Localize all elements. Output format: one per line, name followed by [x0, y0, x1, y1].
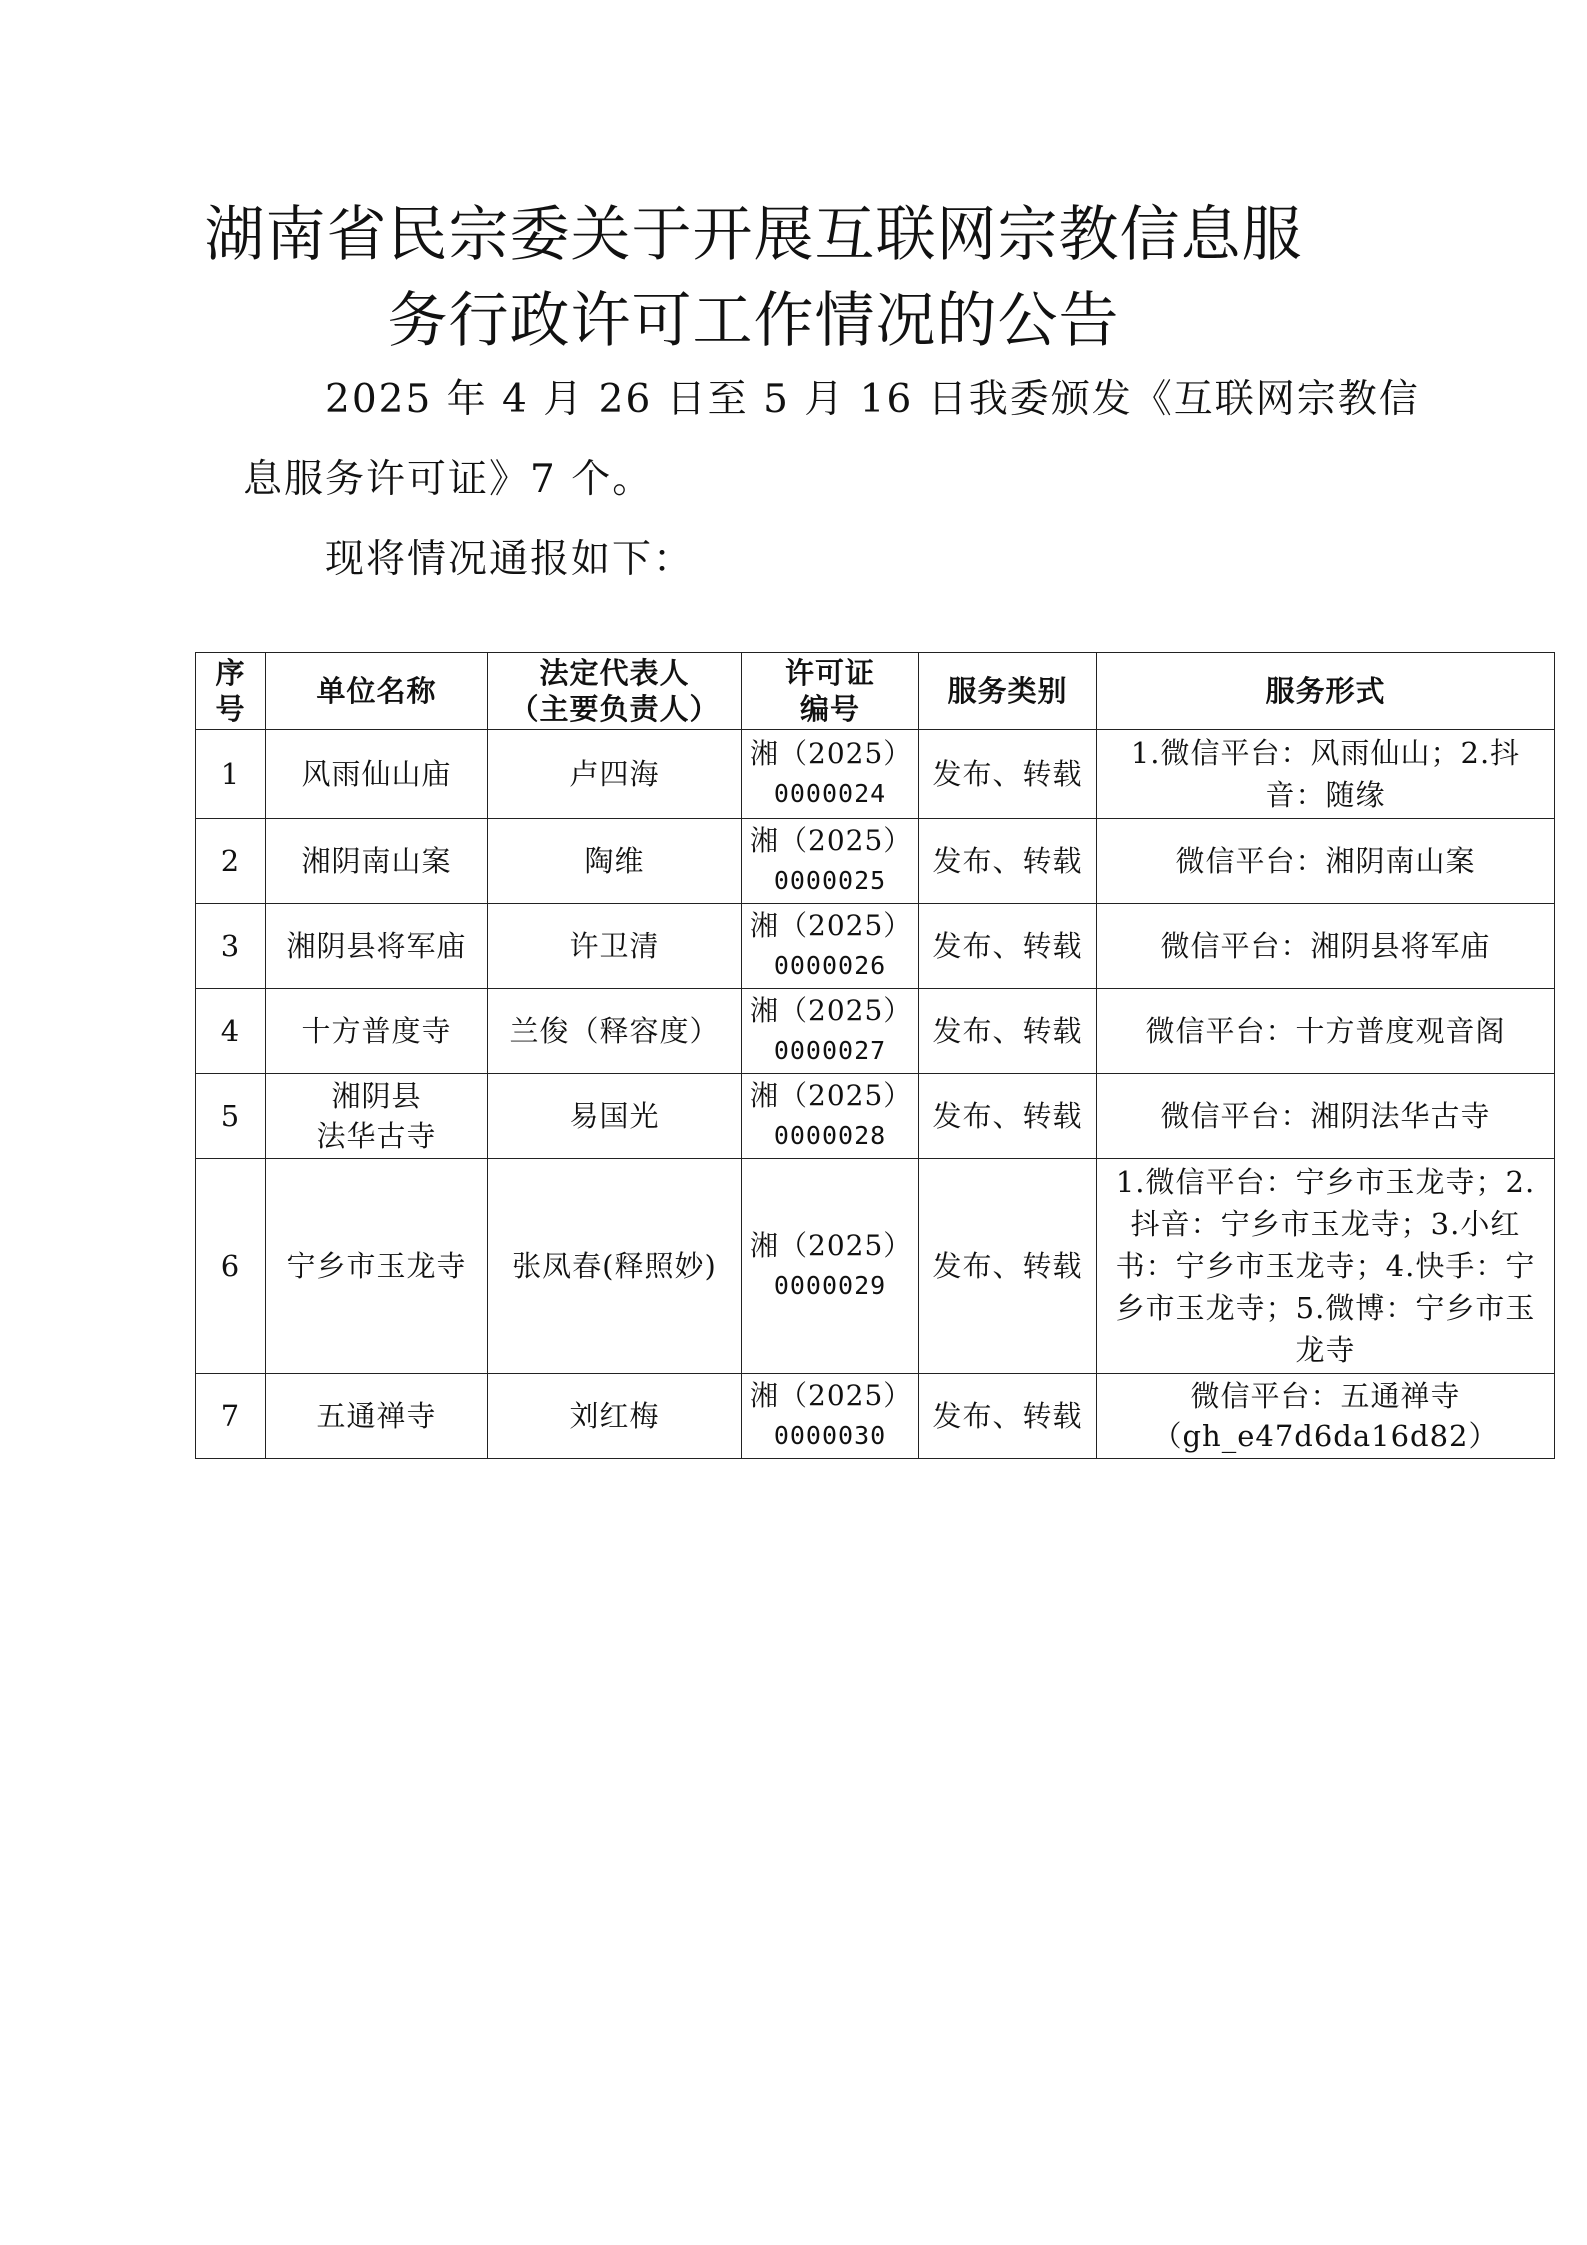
cell-category: 发布、转载 — [919, 730, 1097, 819]
permit-code-number: 0000026 — [773, 951, 887, 980]
cell-category: 发布、转载 — [919, 819, 1097, 904]
cell-form — [1097, 1374, 1555, 1459]
permit-code-prefix: 湘（2025） — [750, 1079, 913, 1112]
cell-representative: 易国光 — [488, 1074, 742, 1159]
table-row — [196, 989, 1555, 1074]
permit-code-prefix: 湘（2025） — [750, 1379, 913, 1412]
intro-paragraph-line-2: 息服务许可证》7 个。 — [243, 457, 654, 502]
cell-unit-line-1: 湘阴县 — [331, 1079, 422, 1113]
header-representative-line-1: 法定代表人 — [539, 656, 690, 690]
cell-unit-line-2: 法华古寺 — [316, 1119, 437, 1153]
cell-unit: 十方普度寺 — [266, 989, 488, 1074]
table-row — [196, 730, 1555, 819]
cell-unit: 湘阴县将军庙 — [266, 904, 488, 989]
header-form: 服务形式 — [1097, 653, 1555, 730]
cell-form-line-2: （gh_e47d6da16d82） — [1152, 1419, 1499, 1453]
announcement-title-line-1: 湖南省民宗委关于开展互联网宗教信息服 — [204, 200, 1303, 270]
cell-form: 1.微信平台：宁乡市玉龙寺；2.抖音：宁乡市玉龙寺；3.小红书：宁乡市玉龙寺；4.快手：宁乡市玉龙寺；5.微博：宁乡市玉龙寺 — [1097, 1159, 1555, 1374]
cell-unit — [266, 1074, 488, 1159]
cell-form-line-1: 微信平台：五通禅寺 — [1190, 1379, 1461, 1413]
header-representative — [488, 653, 742, 730]
permit-code-number: 0000027 — [773, 1036, 887, 1065]
cell-category: 发布、转载 — [919, 1374, 1097, 1459]
cell-representative: 陶维 — [488, 819, 742, 904]
cell-seq: 6 — [196, 1159, 266, 1374]
table-row — [196, 1374, 1555, 1459]
table-header-row — [196, 653, 1555, 730]
cell-form: 微信平台：湘阴南山案 — [1097, 819, 1555, 904]
permit-code-prefix: 湘（2025） — [750, 994, 913, 1027]
cell-permit-code — [742, 730, 919, 819]
cell-unit: 湘阴南山案 — [266, 819, 488, 904]
cell-permit-code — [742, 1374, 919, 1459]
cell-representative: 卢四海 — [488, 730, 742, 819]
cell-permit-code — [742, 1074, 919, 1159]
header-permit-code — [742, 653, 919, 730]
cell-seq: 2 — [196, 819, 266, 904]
permit-code-number: 0000024 — [773, 779, 887, 808]
cell-unit: 宁乡市玉龙寺 — [266, 1159, 488, 1374]
permits-table — [195, 652, 1555, 1459]
table-row — [196, 819, 1555, 904]
cell-representative: 兰俊（释容度） — [488, 989, 742, 1074]
permit-code-prefix: 湘（2025） — [750, 824, 913, 857]
intro-paragraph-line-3: 现将情况通报如下： — [325, 537, 695, 582]
cell-seq: 7 — [196, 1374, 266, 1459]
cell-category: 发布、转载 — [919, 1159, 1097, 1374]
table-row — [196, 1159, 1555, 1374]
permit-code-number: 0000029 — [773, 1271, 887, 1300]
cell-unit: 风雨仙山庙 — [266, 730, 488, 819]
cell-category: 发布、转载 — [919, 904, 1097, 989]
cell-unit: 五通禅寺 — [266, 1374, 488, 1459]
header-permit-code-line-1: 许可证 — [784, 656, 875, 690]
header-unit: 单位名称 — [266, 653, 488, 730]
cell-seq: 3 — [196, 904, 266, 989]
table-row — [196, 904, 1555, 989]
table-row — [196, 1074, 1555, 1159]
cell-permit-code — [742, 904, 919, 989]
permit-code-number: 0000030 — [773, 1421, 887, 1450]
permit-code-number: 0000028 — [773, 1121, 887, 1150]
cell-seq: 4 — [196, 989, 266, 1074]
permit-code-prefix: 湘（2025） — [750, 909, 913, 942]
permit-code-prefix: 湘（2025） — [750, 1229, 913, 1262]
cell-form: 微信平台：湘阴县将军庙 — [1097, 904, 1555, 989]
header-representative-line-2: （主要负责人） — [509, 692, 720, 726]
cell-permit-code — [742, 819, 919, 904]
cell-form: 微信平台：湘阴法华古寺 — [1097, 1074, 1555, 1159]
permit-code-number: 0000025 — [773, 866, 887, 895]
cell-permit-code — [742, 1159, 919, 1374]
header-category: 服务类别 — [919, 653, 1097, 730]
cell-seq: 1 — [196, 730, 266, 819]
announcement-title-line-2: 务行政许可工作情况的公告 — [387, 286, 1120, 356]
cell-seq: 5 — [196, 1074, 266, 1159]
permit-code-prefix: 湘（2025） — [750, 737, 913, 770]
cell-representative: 许卫清 — [488, 904, 742, 989]
cell-representative: 张凤春(释照妙) — [488, 1159, 742, 1374]
cell-category: 发布、转载 — [919, 989, 1097, 1074]
header-permit-code-line-2: 编号 — [799, 692, 860, 726]
cell-permit-code — [742, 989, 919, 1074]
cell-representative: 刘红梅 — [488, 1374, 742, 1459]
cell-form: 微信平台：十方普度观音阁 — [1097, 989, 1555, 1074]
intro-paragraph-line-1: 2025 年 4 月 26 日至 5 月 16 日我委颁发《互联网宗教信 — [325, 377, 1420, 422]
cell-category: 发布、转载 — [919, 1074, 1097, 1159]
header-seq: 序号 — [196, 653, 266, 730]
cell-form: 1.微信平台：风雨仙山；2.抖音：随缘 — [1097, 730, 1555, 819]
